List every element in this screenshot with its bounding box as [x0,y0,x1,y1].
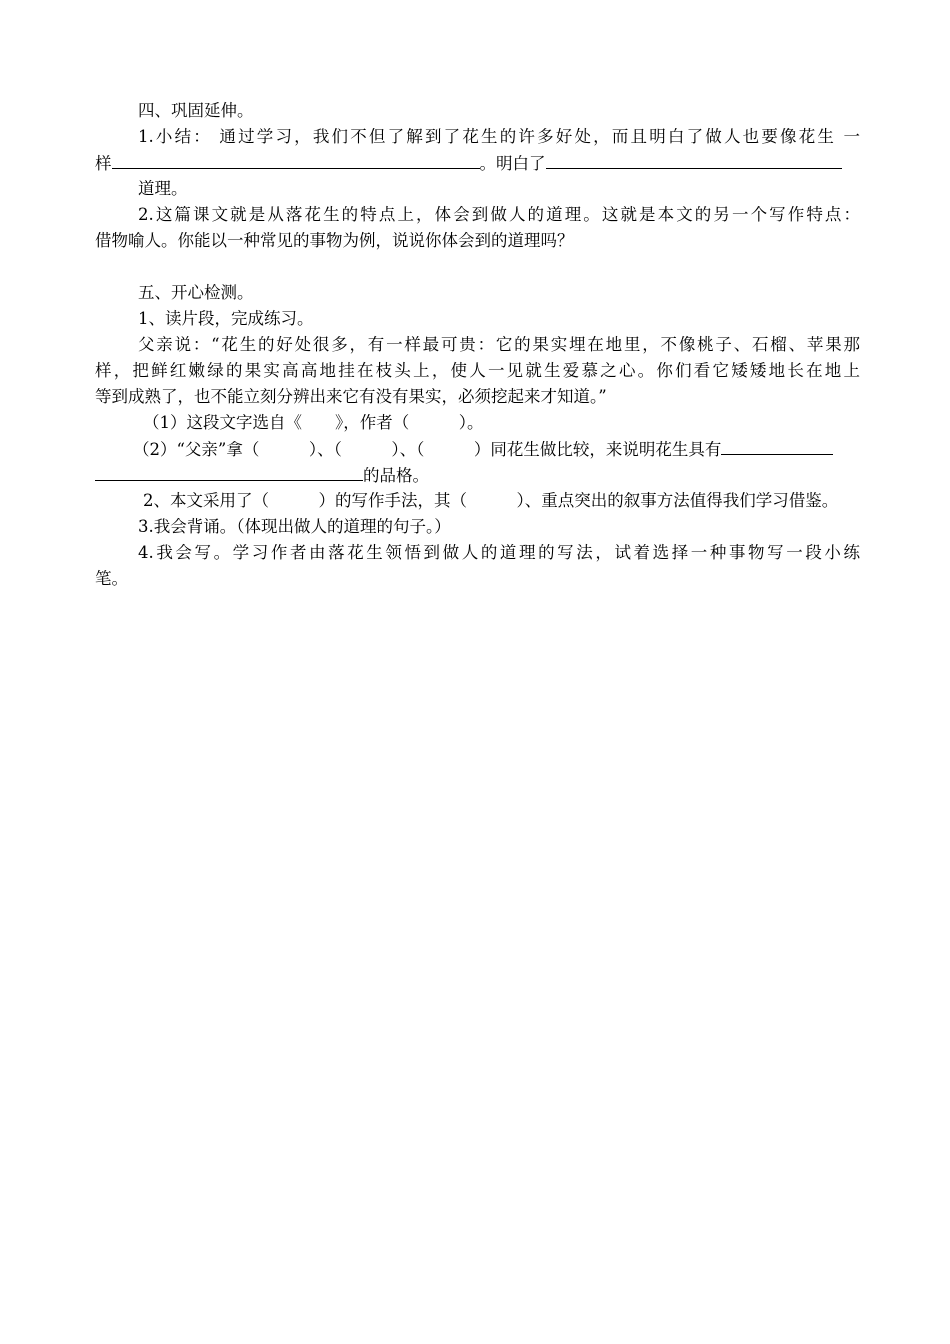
q1-text-mid: 。明白了 [479,154,546,173]
sub-question-1: （1）这段文字选自《 》，作者（ ）。 [143,413,484,432]
item-3: 3.我会背诵。（体现出做人的道理的句子。） [138,517,451,536]
item-4-line2: 笔。 [95,569,128,588]
passage-line3: 等到成熟了，也不能立刻分辨出来它有没有果实，必须挖起来才知道。” [95,387,607,406]
q1-blank-1[interactable] [112,150,480,169]
passage-line1: 父亲说：“花生的好处很多，有一样最可贵：它的果实埋在地里，不像桃子、石榴、苹果那 [138,335,860,354]
item-4-line1: 4.我会写。学习作者由落花生领悟到做人的道理的写法，试着选择一种事物写一段小练 [138,543,860,562]
sub2-blank-2[interactable] [95,462,363,481]
sub2-blank-1[interactable] [721,436,833,455]
item-1-instruction: 1、读片段，完成练习。 [138,309,314,328]
sub-question-2-line1 [95,436,860,462]
q1-summary-line3: 道理。 [138,179,188,198]
section-4-heading: 四、巩固延伸。 [138,101,254,120]
item-2: 2、本文采用了（ ）的写作手法，其（ ）、重点突出的叙事方法值得我们学习借鉴。 [143,491,839,510]
spacer [95,254,860,280]
q1-blank-2[interactable] [546,150,842,169]
section-5-heading: 五、开心检测。 [138,283,254,302]
q1-summary-line1: 1.小结： 通过学习，我们不但了解到了花生的许多好处，而且明白了做人也要像花生 一 [138,127,860,146]
q1-text-start: 样 [95,154,112,173]
sub-question-2-line2 [95,462,860,488]
passage-line2: 样，把鲜红嫩绿的果实高高地挂在枝头上，使人一见就生爱慕之心。你们看它矮矮地长在地上 [95,361,860,380]
q1-summary-line2 [95,150,860,176]
worksheet-page [95,98,860,592]
q2-line1: 2.这篇课文就是从落花生的特点上，体会到做人的道理。这就是本文的另一个写作特点： [138,205,860,224]
sub2-text: （2）“父亲”拿（ ）、（ ）、（ ）同花生做比较，来说明花生具有 [133,440,722,459]
sub2-end-text: 的品格。 [363,466,429,485]
q2-line2: 借物喻人。你能以一种常见的事物为例，说说你体会到的道理吗？ [95,231,574,250]
